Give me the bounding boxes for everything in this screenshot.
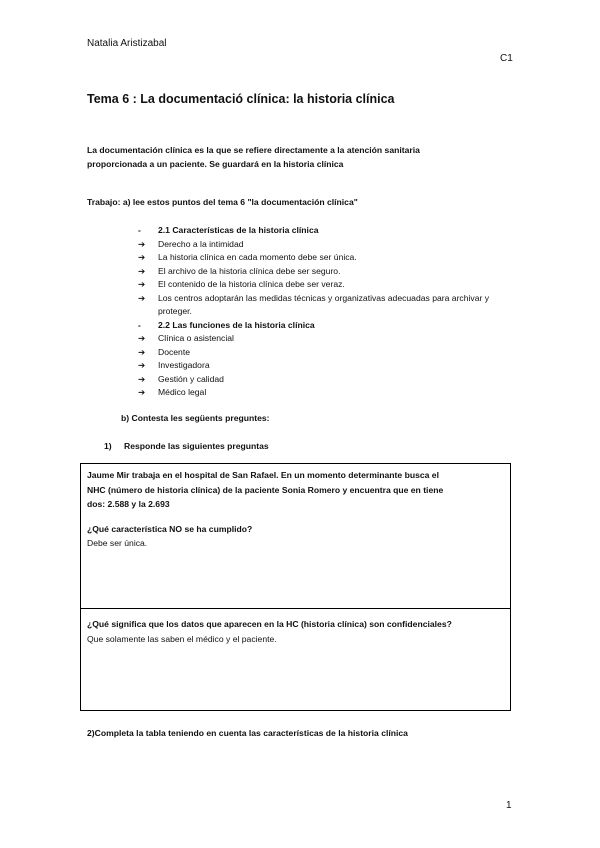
- answer-a[interactable]: Debe ser única.: [87, 538, 148, 548]
- list-item-text: Médico legal: [158, 387, 207, 397]
- list-item: [138, 265, 503, 279]
- question-b: ¿Qué significa que los datos que aparecen en la HC (historia clínica) son confidenciales?: [87, 619, 452, 629]
- author-name: Natalia Aristizabal: [87, 38, 167, 49]
- list-item: [138, 238, 503, 252]
- section-title: 2.1 Características de la historia clínica: [158, 225, 319, 235]
- arrow-icon: ➔: [138, 279, 146, 289]
- question-1-heading: [104, 441, 269, 451]
- question-number: 1): [104, 441, 112, 451]
- page-title: Tema 6 : La documentació clínica: la historia clínica: [87, 92, 395, 106]
- arrow-icon: ➔: [138, 238, 146, 249]
- document-code: C1: [500, 53, 513, 64]
- answer-b[interactable]: Que solamente las saben el médico y el paciente.: [87, 633, 277, 644]
- page-number: 1: [506, 800, 512, 811]
- question-text: Responde las siguientes preguntas: [124, 441, 269, 451]
- list-item: [138, 346, 503, 360]
- part-b-heading: b) Contesta les següents preguntes:: [121, 413, 270, 423]
- table-divider: [81, 608, 510, 609]
- arrow-icon: ➔: [138, 252, 146, 262]
- list-item-text: La historia clínica en cada momento debe ser única.: [158, 252, 357, 262]
- intro-paragraph: [87, 143, 420, 171]
- assignment-instruction: Trabajo: a) lee estos puntos del tema 6 "la documentación clínica": [87, 197, 358, 207]
- arrow-icon: ➔: [138, 333, 146, 343]
- arrow-icon: ➔: [138, 346, 146, 357]
- list-item-text: Docente: [158, 346, 191, 357]
- intro-line: proporcionada a un paciente. Se guardará en la historia clínica: [87, 159, 344, 169]
- arrow-icon: ➔: [138, 292, 146, 303]
- answer-cell-2: [87, 617, 502, 646]
- list-item-text: Derecho a la intimidad: [158, 238, 244, 249]
- dash-marker: -: [138, 225, 141, 235]
- scenario-line: Jaume Mir trabaja en el hospital de San Rafael. En un momento determinante busca el: [87, 470, 439, 480]
- topic-list: [138, 224, 503, 400]
- question-2-heading: 2)Completa la tabla teniendo en cuenta las características de la historia clínica: [87, 728, 408, 738]
- list-item-text: Los centros adoptarán las medidas técnicas y organizativas adecuadas para archivar y proteger.: [158, 292, 490, 316]
- list-item-text: Gestión y calidad: [158, 373, 224, 384]
- section-heading: [138, 319, 503, 333]
- section-title: 2.2 Las funciones de la historia clínica: [158, 319, 315, 330]
- list-item-text: Investigadora: [158, 360, 210, 370]
- intro-line: La documentación clínica es la que se refiere directamente a la atención sanitaria: [87, 145, 420, 155]
- list-item: [138, 251, 503, 265]
- section-heading: [138, 224, 503, 238]
- list-item: [138, 332, 503, 346]
- list-item: [138, 292, 503, 319]
- arrow-icon: ➔: [138, 360, 146, 370]
- scenario-line: NHC (número de historia clínica) de la paciente Sonia Romero y encuentra que en tiene: [87, 484, 444, 495]
- arrow-icon: ➔: [138, 265, 146, 276]
- answer-table: [80, 463, 511, 711]
- list-item: [138, 278, 503, 292]
- dash-marker: -: [138, 319, 141, 330]
- question-a: ¿Qué característica NO se ha cumplido?: [87, 523, 253, 534]
- arrow-icon: ➔: [138, 387, 146, 397]
- list-item-text: Clínica o asistencial: [158, 333, 234, 343]
- list-item: [138, 359, 503, 373]
- scenario-line: dos: 2.588 y la 2.693: [87, 499, 170, 509]
- list-item: [138, 373, 503, 387]
- arrow-icon: ➔: [138, 373, 146, 384]
- list-item-text: El archivo de la historia clínica debe ser seguro.: [158, 265, 341, 276]
- list-item-text: El contenido de la historia clínica debe ser veraz.: [158, 279, 345, 289]
- answer-cell-1: [87, 468, 502, 551]
- list-item: [138, 386, 503, 400]
